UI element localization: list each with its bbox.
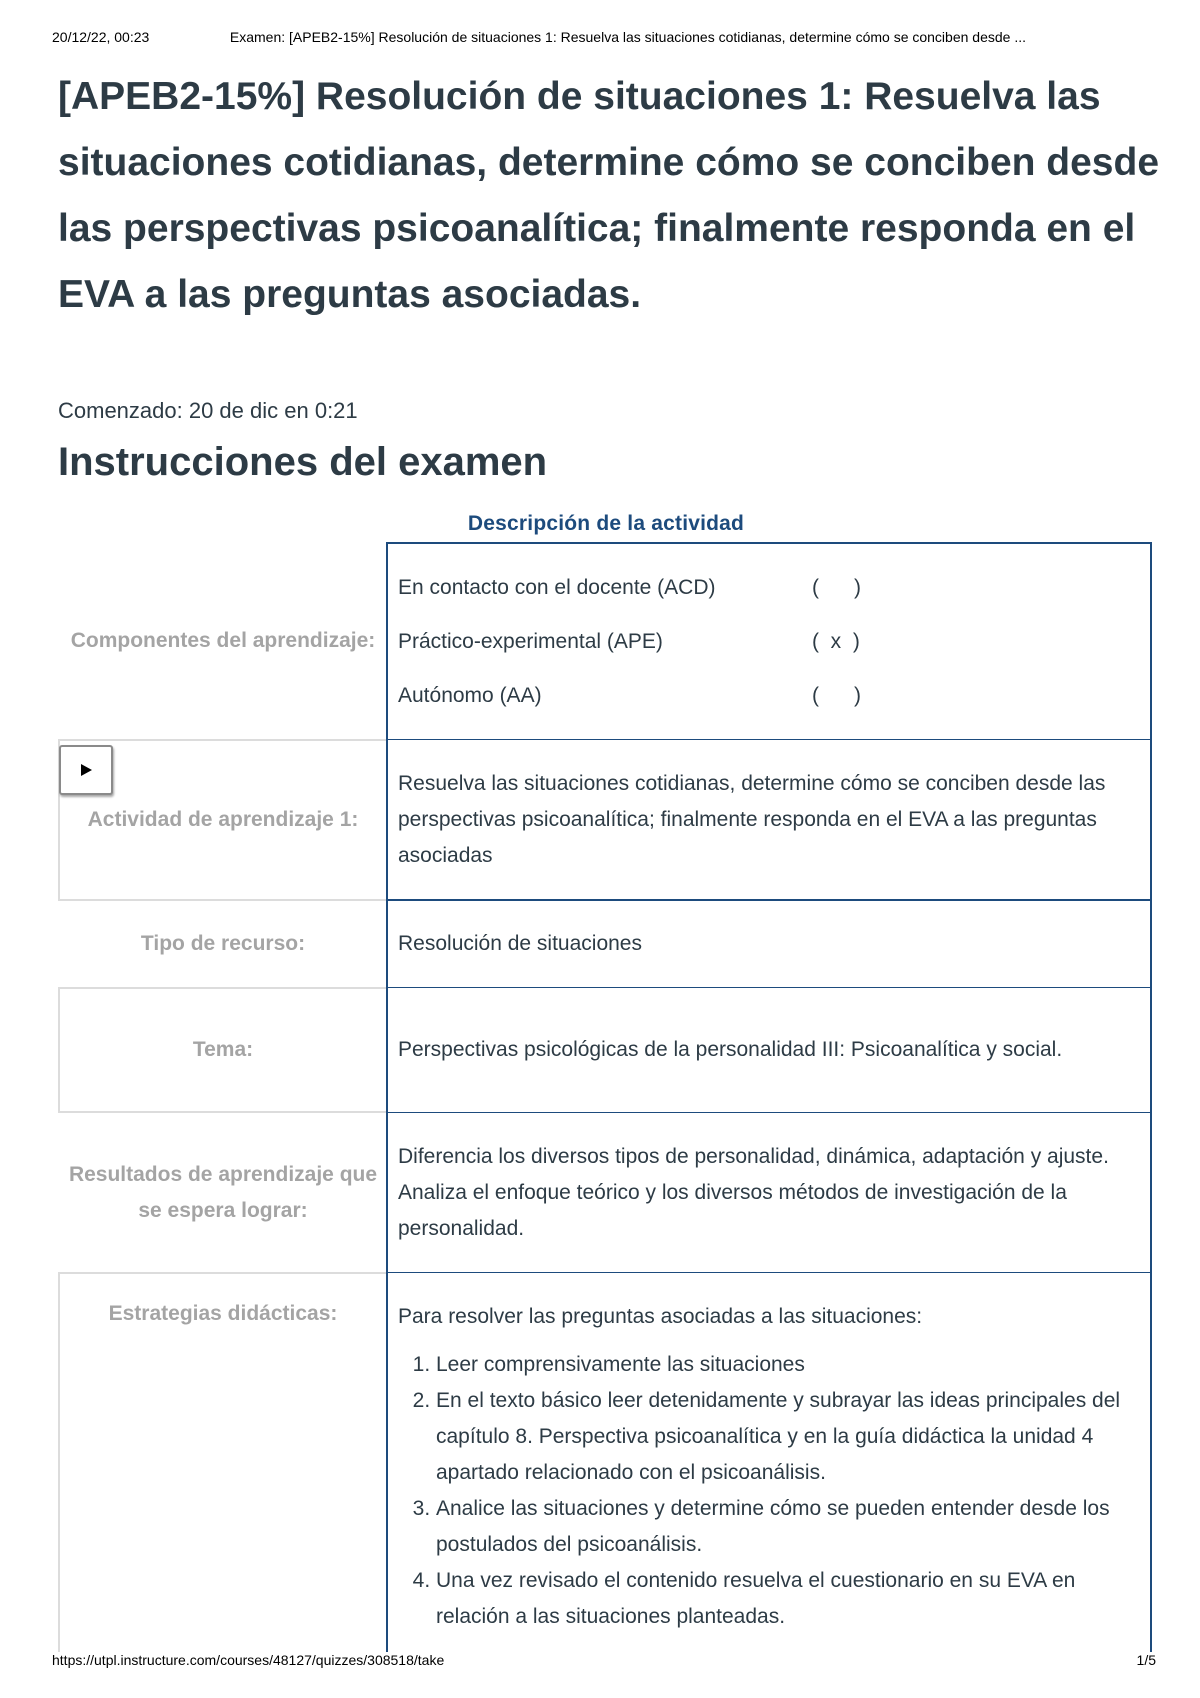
- print-url: https://utpl.instructure.com/courses/48127/quizzes/308518/take: [52, 1652, 445, 1668]
- print-page-number: 1/5: [1136, 1652, 1156, 1668]
- strategy-step: 3. Analice las situaciones y determine cómo se pueden entender desde los postulados del psicoanálisis.: [436, 1491, 1140, 1563]
- components-row: [58, 542, 1152, 740]
- strategy-step: 2. En el texto básico leer detenidamente y subrayar las ideas principales del capítulo 8. Perspectiva psicoanalítica y en la guía didáctica la unidad 4 apartado relacionado con el psicoanálisis.: [436, 1383, 1140, 1491]
- print-document-title: Examen: [APEB2-15%] Resolución de situaciones 1: Resuelva las situaciones cotidianas, determine cómo se conciben desde ...: [229, 29, 1026, 45]
- activity-label: Actividad de aprendizaje 1:: [58, 739, 386, 901]
- activity-row: [58, 739, 1152, 901]
- resource-type-label: Tipo de recurso:: [140, 932, 306, 955]
- component-item: [398, 615, 1140, 669]
- outcomes-row: [58, 1112, 1152, 1273]
- print-date: 20/12/22, 00:23: [52, 29, 150, 45]
- component-item: [398, 561, 1140, 615]
- component-name: En contacto con el docente (ACD): [398, 575, 716, 599]
- topic-value: Perspectivas psicológicas de la personalidad III: Psicoanalítica y social.: [386, 987, 1152, 1113]
- print-footer: [52, 1652, 1156, 1668]
- play-icon: [79, 763, 93, 777]
- component-name: Práctico-experimental (APE): [398, 629, 663, 653]
- components-label: Componentes del aprendizaje:: [70, 629, 376, 652]
- component-item: [398, 669, 1140, 723]
- play-button[interactable]: [59, 745, 113, 795]
- components-value: [386, 542, 1152, 740]
- outcomes-value: Diferencia los diversos tipos de personalidad, dinámica, adaptación y ajuste. Analiza el enfoque teórico y los diversos métodos de investigación de la personalidad.: [386, 1112, 1152, 1273]
- table-caption: Descripción de la actividad: [467, 512, 745, 535]
- strategies-value: [386, 1272, 1152, 1652]
- activity-value: Resuelva las situaciones cotidianas, determine cómo se conciben desde las perspectivas psicoanalítica; finalmente responda en el EVA a las preguntas asociadas: [386, 739, 1152, 901]
- topic-label: Tema:: [58, 987, 386, 1113]
- started-timestamp: Comenzado: 20 de dic en 0:21: [58, 398, 358, 423]
- strategy-step: 1. Leer comprensivamente las situaciones: [436, 1347, 1140, 1383]
- resource-type-row: [58, 900, 1152, 988]
- strategy-step: 4. Una vez revisado el contenido resuelva el cuestionario en su EVA en relación a las situaciones planteadas.: [436, 1563, 1140, 1635]
- component-name: Autónomo (AA): [398, 683, 542, 707]
- page-title: [APEB2-15%] Resolución de situaciones 1: Resuelva las situaciones cotidianas, determine cómo se conciben desde las perspectivas psicoanalítica; finalmente responda en el EVA a las preguntas asociadas.: [58, 75, 1160, 316]
- topic-row: [58, 987, 1152, 1113]
- instructions-heading: Instrucciones del examen: [58, 440, 548, 484]
- strategies-list: [398, 1347, 1140, 1635]
- strategies-label: Estrategias didácticas:: [58, 1272, 386, 1652]
- print-header: [52, 29, 1156, 45]
- resource-type-value: Resolución de situaciones: [386, 900, 1152, 988]
- strategies-intro: Para resolver las preguntas asociadas a las situaciones:: [398, 1305, 923, 1328]
- strategies-row: [58, 1272, 1152, 1652]
- component-mark: ( ): [812, 683, 861, 707]
- component-mark: ( x ): [812, 629, 860, 653]
- component-mark: ( ): [812, 575, 861, 599]
- outcomes-label: Resultados de aprendizaje que se espera lograr:: [68, 1162, 378, 1222]
